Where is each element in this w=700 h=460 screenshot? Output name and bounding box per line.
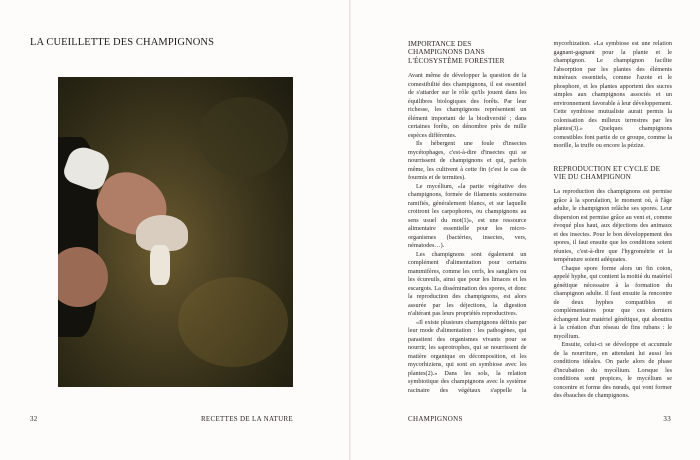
paragraph: «Il existe plusieurs champignons définis par leur mode d'alimentation : les pathogènes, qui parasitent des organismes vivants pour se nourrir, les saprotrophes, qui se nourrissent de matière organique en décomposition, et les mycorhiziens, qui sont en symbiose avec les plantes(2).» Dans les sols, la relation symbiotique des champignons avec le système racinaire des végétaux s'appelle la mycorhization. «La symbiose est une relation gagnant-gagnant pour la plante et le champignon. Le champignon facilite l'absorption par les plantes des éléments minéraux essentiels, comme l'azote et le phosphore, et les plantes apportent des sucres simples aux champignons associés et un environnement favorable à leur développement. Cette symbiose mutualiste aurait permis la colonisation des milieux terrestres par les plantes(3).» Quelques champignons comestibles font partie de ce groupe, comme la morille, la truffe ou encore la pézize.	[408, 40, 672, 394]
section-heading: IMPORTANCE DES CHAMPIGNONS DANS L'ÉCOSYSTÈME FORESTIER	[408, 39, 505, 65]
text-columns	[408, 40, 672, 401]
paragraph: Les champignons sont également un complément d'alimentation pour certains mammifères, comme les cerfs, les sangliers ou les écureuils, ainsi que pour les limaces et les escargots. La dissémination des spores, et donc la reproduction des champignons, est alors assurée par les déjections, la digestion n'altérant pas leurs propriétés reproductives.	[408, 250, 527, 318]
paragraph: Ensuite, celui-ci se développe et accumule de la nourriture, en attendant lui aussi les conditions idéales. On parle alors de phase d'incubation du mycélium. Lorsque les conditions sont propices, le mycélium se concentre et forme des nœuds, qui vont former des ébauches de champignons.	[553, 341, 672, 400]
paragraph: Chaque spore forme alors un fin coton, appelé hyphe, qui contient la moitié du matériel génétique nécessaire à la formation du champignon adulte. Il faut ensuite la rencontre de deux hyphes compatibles et complémentaires pour que ces derniers échangent leur matériel génétique, qui aboutira à la création d'un réseau de fins rubans : le mycélium.	[553, 264, 672, 340]
left-page	[0, 0, 349, 460]
forest-floor	[178, 277, 288, 367]
section-heading: REPRODUCTION ET CYCLE DE VIE DU CHAMPIGNON	[553, 163, 661, 181]
page-number-right: 33	[663, 415, 671, 423]
running-footer-left: RECETTES DE LA NATURE	[200, 415, 293, 423]
paragraph: Le mycélium, «la partie végétative des champignons, formée de filaments souterrains ramifiés, généralement blancs, et sur laquelle croitront les carpophores, ou champignons au sens usuel du mot(1)», est une ressource alimentaire essentielle pour les micro-organismes (bactéries, insectes, vers, nématodes…).	[408, 182, 527, 250]
paragraph: Ils hébergent une foule d'insectes mycétophages, c'est-à-dire d'insectes qui se nourrissent de champignons et qui, parfois même, les cultivent à cette fin (c'est le cas de fourmis et de termites).	[408, 140, 527, 182]
mushroom-picking-photo	[58, 77, 293, 387]
mushroom-stem	[150, 245, 170, 285]
second-hand	[58, 247, 108, 307]
paragraph: Avant même de développer la question de la comestibilité des champignons, il est essentiel de s'attarder sur le rôle qu'ils jouent dans les équilibres biologiques des forêts. Par leur richesse, les champignons représentent un élément important de la biodiversité ; dans certaines forêts, on dénombre près de mille espèces différentes.	[408, 72, 527, 139]
page-title: LA CUEILLETTE DES CHAMPIGNONS	[30, 37, 215, 48]
page-number-left: 32	[30, 415, 38, 423]
right-page	[351, 0, 700, 460]
paragraph: La reproduction des champignons est permise grâce à la sporulation, le moment où, à l'âge adulte, le champignon relâche ses spores. Leur dispersion est permise grâce au vent et, comme évoqué plus haut, aux déjections des animaux et des insectes. Pour le bon développement des spores, il faut ensuite que les conditions soient réunies, c'est-à-dire que l'hygrométrie et la température soient adéquates.	[553, 188, 672, 264]
running-footer-right: CHAMPIGNONS	[408, 415, 463, 423]
forest-shadow	[198, 97, 288, 177]
